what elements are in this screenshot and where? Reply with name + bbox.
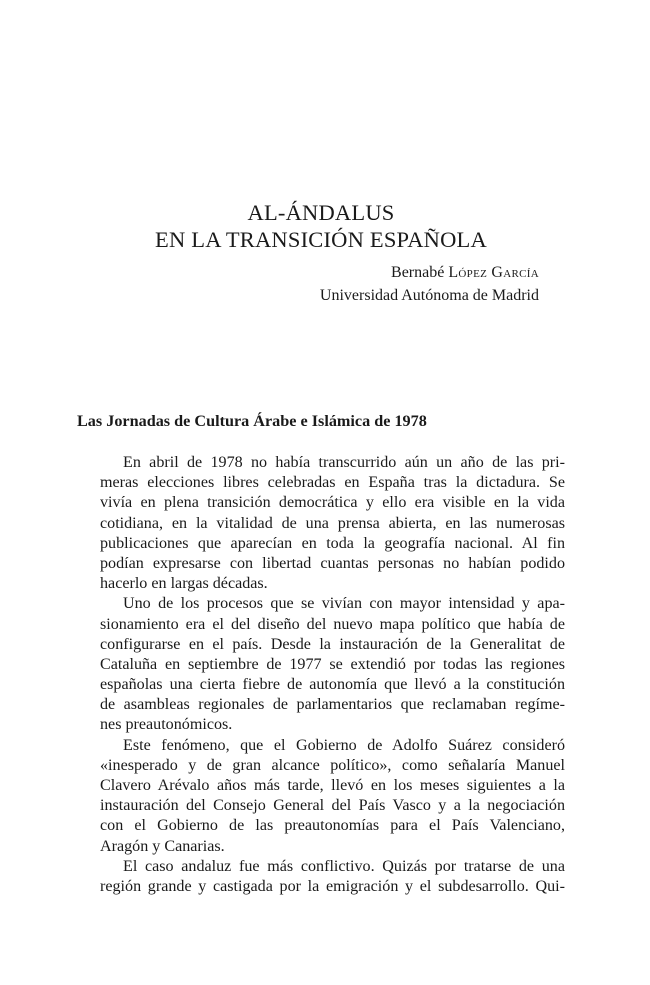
text-line: Cataluña en septiembre de 1977 se extendió por todas las regiones [100,655,565,673]
text-line: nes preautonómicos. [100,716,233,734]
text-line: españolas una cierta fiebre de autonomía que llevó a la constitución [100,676,565,694]
text-line: región grande y castigada por la emigración y el subdesarrollo. Qui- [100,877,565,895]
paragraph-3 [77,736,565,857]
text-line: Uno de los procesos que se vivían con mayor intensidad y apa- [123,595,565,613]
text-line: «inesperado y de gran alcance político», como señalaría Manuel [100,756,565,774]
author-surname: López García [448,264,539,281]
text-line: hacerlo en largas décadas. [100,575,268,593]
text-line: publicaciones que aparecían en toda la geografía nacional. Al fin [100,534,565,552]
text-line: Este fenómeno, que el Gobierno de Adolfo Suárez consideró [123,736,565,754]
text-line: Aragón y Canarias. [100,837,225,855]
text-line: meras elecciones libres celebradas en España tras la dictadura. Se [100,474,565,492]
section-heading: Las Jornadas de Cultura Árabe e Islámica de 1978 [77,412,427,430]
text-line: instauración del Consejo General del País Vasco y a la negociación [100,797,565,815]
author-given-name: Bernabé [391,264,445,281]
paragraph-2 [77,594,565,735]
text-line: El caso andaluz fue más conflictivo. Quizás por tratarse de una [123,857,565,875]
text-line: En abril de 1978 no había transcurrido aún un año de las pri- [123,454,565,471]
text-line: Clavero Arévalo años más tarde, llevó en los meses siguientes a la [100,777,565,794]
author-name [391,263,539,283]
chapter-title-line-1: AL-ÁNDALUS [247,200,395,225]
paragraph-4 [77,857,565,897]
paragraph-1 [77,453,565,594]
text-line: de asambleas regionales de parlamentarios que reclamaban regíme- [100,696,565,714]
text-line: con el Gobierno de las preautonomías para el País Valenciano, [100,817,565,835]
chapter-title-line-2: EN LA TRANSICIÓN ESPAÑOLA [155,227,487,252]
text-line: sionamiento era el del diseño del nuevo mapa político que había de [100,615,565,633]
text-line: podían expresarse con libertad cuantas personas no habían podido [100,554,565,572]
text-line: vivía en plena transición democrática y ello era visible en la vida [100,494,565,512]
body-text [77,453,565,897]
text-line: cotidiana, en la vitalidad de una prensa abierta, en las numerosas [100,514,565,532]
author-affiliation: Universidad Autónoma de Madrid [319,287,539,304]
text-line: configurarse en el país. Desde la instauración de la Generalitat de [100,635,565,653]
